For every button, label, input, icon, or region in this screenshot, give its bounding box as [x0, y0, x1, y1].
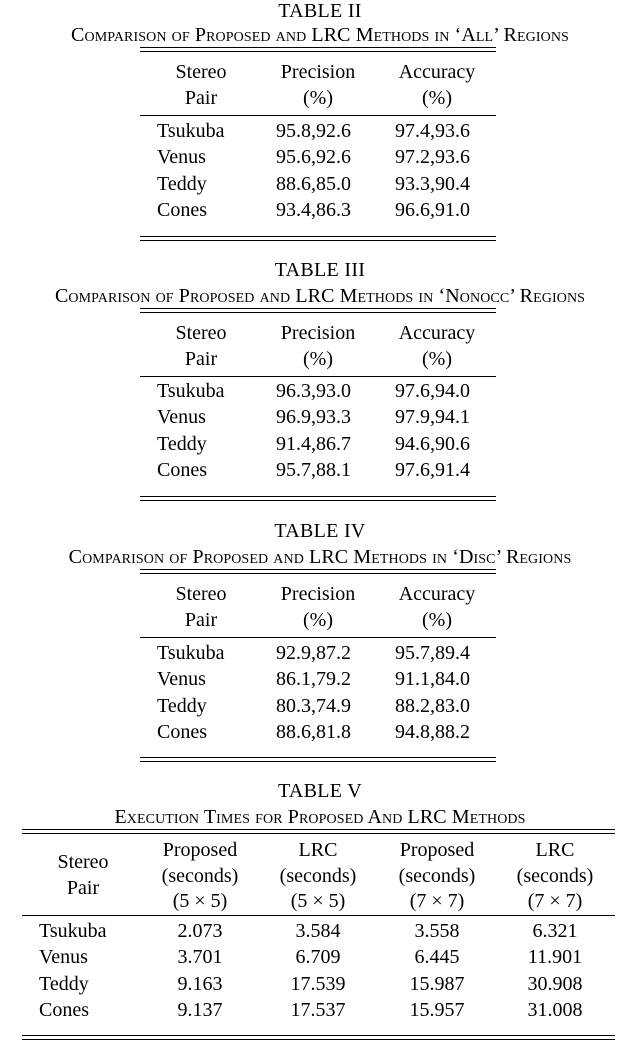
table-cell: 17.539 — [290, 972, 346, 995]
column-header-line: LRC — [298, 839, 338, 861]
table-cell: 88.6,81.8 — [276, 720, 351, 743]
table-number: TABLE V — [277, 780, 362, 802]
table-cell: 92.9,87.2 — [276, 642, 351, 664]
column-header-line: (seconds) — [516, 864, 594, 887]
row-label: Venus — [157, 146, 206, 169]
column-header-line: (%) — [422, 609, 452, 631]
column-header-line: Accuracy — [398, 583, 476, 605]
table-cell: 91.4,86.7 — [276, 432, 351, 455]
table-number: TABLE II — [278, 0, 362, 22]
row-label: Tsukuba — [157, 642, 225, 664]
table-cell: 6.321 — [532, 920, 578, 942]
table-cell: 97.4,93.6 — [395, 120, 470, 142]
table-header-rule — [140, 376, 496, 377]
table-caption: Comparison of Proposed and LRC Methods in ‘Nonocc’ Regions — [54, 285, 586, 307]
table-cell: 95.8,92.6 — [276, 120, 351, 142]
table-top-rule — [140, 312, 496, 313]
column-header-line: Stereo — [175, 583, 227, 605]
row-label: Teddy — [39, 972, 89, 995]
table-cell: 96.9,93.3 — [276, 406, 351, 429]
column-header-line: (seconds) — [398, 864, 476, 887]
table-cell: 3.584 — [295, 920, 341, 942]
row-label: Venus — [157, 668, 206, 691]
table-cell: 96.3,93.0 — [276, 380, 351, 402]
column-header-line: (%) — [303, 609, 333, 631]
column-header — [367, 581, 507, 633]
column-header-line: (7 × 7) — [409, 890, 465, 912]
table-caption: Execution Times for Proposed And LRC Methods — [114, 806, 526, 828]
table-bottom-rule — [140, 236, 496, 237]
column-header-line: Pair — [184, 87, 218, 109]
table-bottom-rule — [140, 240, 496, 241]
table-cell: 30.908 — [527, 972, 583, 995]
table-cell: 31.008 — [527, 998, 583, 1021]
column-header-line: Accuracy — [398, 322, 476, 344]
table-cell: 91.1,84.0 — [395, 668, 470, 691]
table-cell: 95.7,89.4 — [395, 642, 470, 664]
table-top-rule — [140, 51, 496, 52]
row-label: Teddy — [157, 432, 207, 455]
table-header-rule — [140, 115, 496, 116]
table-top-rule — [22, 833, 615, 834]
table-cell: 97.6,91.4 — [395, 458, 470, 481]
table-cell: 11.901 — [527, 946, 583, 969]
column-header-line: LRC — [535, 839, 575, 861]
table-top-rule — [22, 829, 615, 830]
table-bottom-rule — [22, 1035, 615, 1036]
column-header-line: Pair — [66, 876, 100, 899]
column-header-line: (5 × 5) — [290, 890, 346, 912]
column-header-line: Stereo — [57, 851, 109, 873]
table-bottom-rule — [140, 761, 496, 762]
row-label: Cones — [157, 720, 207, 743]
table-cell: 3.558 — [414, 920, 460, 942]
table-cell: 15.987 — [409, 972, 465, 995]
table-top-rule — [140, 569, 496, 570]
table-caption: Comparison of Proposed and LRC Methods in ‘All’ Regions — [71, 24, 569, 46]
table-cell: 95.6,92.6 — [276, 146, 351, 169]
column-header-line: Proposed — [399, 839, 475, 861]
row-label: Cones — [157, 198, 207, 221]
table-top-rule — [140, 47, 496, 48]
table-cell: 96.6,91.0 — [395, 198, 470, 221]
table-cell: 88.2,83.0 — [395, 694, 470, 717]
column-header-line: Accuracy — [398, 61, 476, 83]
row-label: Tsukuba — [157, 380, 225, 402]
table-cell: 97.2,93.6 — [395, 146, 470, 169]
table-cell: 88.6,85.0 — [276, 172, 351, 195]
table-header-rule — [140, 637, 496, 638]
table-cell: 6.709 — [295, 946, 341, 969]
table-number: TABLE IV — [274, 520, 366, 542]
table-cell: 94.6,90.6 — [395, 432, 470, 455]
column-header-line: Pair — [184, 348, 218, 370]
column-header-line: (seconds) — [279, 864, 357, 887]
table-cell: 3.701 — [177, 946, 223, 969]
column-header-line: (%) — [303, 87, 333, 109]
table-cell: 97.9,94.1 — [395, 406, 470, 429]
table-header-rule — [22, 915, 615, 916]
table-cell: 2.073 — [177, 920, 223, 942]
table-top-rule — [140, 573, 496, 574]
table-cell: 9.137 — [177, 998, 223, 1021]
table-caption: Comparison of Proposed and LRC Methods in ‘Disc’ Regions — [68, 546, 572, 568]
row-label: Teddy — [157, 172, 207, 195]
table-top-rule — [140, 308, 496, 309]
table-cell: 93.4,86.3 — [276, 198, 351, 221]
table-cell: 97.6,94.0 — [395, 380, 470, 402]
table-cell: 95.7,88.1 — [276, 458, 351, 481]
column-header-line: (5 × 5) — [172, 890, 228, 912]
table-cell: 17.537 — [290, 998, 346, 1021]
table-cell: 15.957 — [409, 998, 465, 1021]
table-cell: 6.445 — [414, 946, 460, 969]
table-cell: 94.8,88.2 — [395, 720, 470, 743]
column-header — [485, 838, 625, 915]
column-header-line: (%) — [422, 348, 452, 370]
column-header — [367, 59, 507, 111]
column-header-line: Precision — [280, 61, 356, 83]
row-label: Tsukuba — [157, 120, 225, 142]
table-cell: 86.1,79.2 — [276, 668, 351, 691]
table-number: TABLE III — [274, 259, 366, 281]
column-header-line: (%) — [422, 87, 452, 109]
table-cell: 80.3,74.9 — [276, 694, 351, 717]
table-bottom-rule — [140, 500, 496, 501]
row-label: Venus — [157, 406, 206, 429]
row-label: Cones — [39, 998, 89, 1021]
column-header-line: Stereo — [175, 61, 227, 83]
table-cell: 9.163 — [177, 972, 223, 995]
column-header-line: Proposed — [162, 839, 238, 861]
column-header-line: Precision — [280, 322, 356, 344]
row-label: Cones — [157, 458, 207, 481]
table-bottom-rule — [22, 1039, 615, 1040]
column-header-line: Pair — [184, 609, 218, 631]
column-header-line: (7 × 7) — [527, 890, 583, 912]
column-header-line: (%) — [303, 348, 333, 370]
table-bottom-rule — [140, 496, 496, 497]
column-header — [367, 320, 507, 372]
column-header-line: Precision — [280, 583, 356, 605]
column-header-line: (seconds) — [161, 864, 239, 887]
row-label: Venus — [39, 946, 88, 969]
table-cell: 93.3,90.4 — [395, 172, 470, 195]
row-label: Teddy — [157, 694, 207, 717]
column-header-line: Stereo — [175, 322, 227, 344]
table-bottom-rule — [140, 757, 496, 758]
row-label: Tsukuba — [39, 920, 107, 942]
